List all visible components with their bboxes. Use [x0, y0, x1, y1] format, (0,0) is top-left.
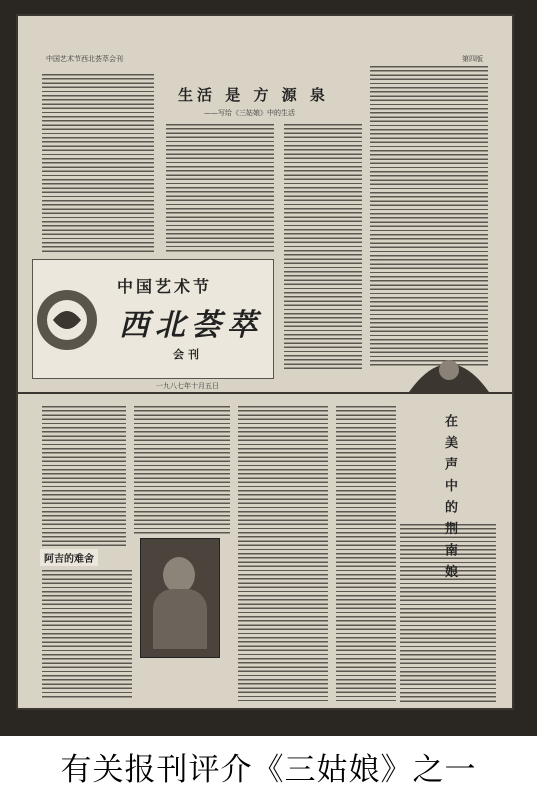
festival-masthead — [32, 259, 274, 379]
dateline: 一九八七年十月五日 — [156, 382, 219, 390]
festival-issue: 会刊 — [173, 348, 203, 361]
festival-name: 西北荟萃 — [119, 308, 263, 343]
top-headline: 生活 是 方 源 泉 — [178, 86, 329, 104]
festival-title: 中国艺术节 — [117, 277, 213, 296]
newspaper-page — [16, 14, 514, 710]
left-small-headline: 阿吉的难舍 — [40, 549, 98, 566]
photo-caption: 有关报刊评介《三姑娘》之一 — [60, 752, 477, 788]
decoration-image — [404, 344, 494, 394]
right-headline: 在 美 声 中 的 荆 南 娘 — [442, 414, 457, 580]
festival-emblem-icon — [33, 280, 105, 360]
page-tag: 第四版 — [462, 55, 483, 63]
header-line: 中国艺术节西北荟萃会刊 — [46, 55, 123, 63]
top-subline: ——写给《三姑娘》中的生活 — [204, 109, 295, 117]
portrait-photo — [140, 538, 220, 658]
